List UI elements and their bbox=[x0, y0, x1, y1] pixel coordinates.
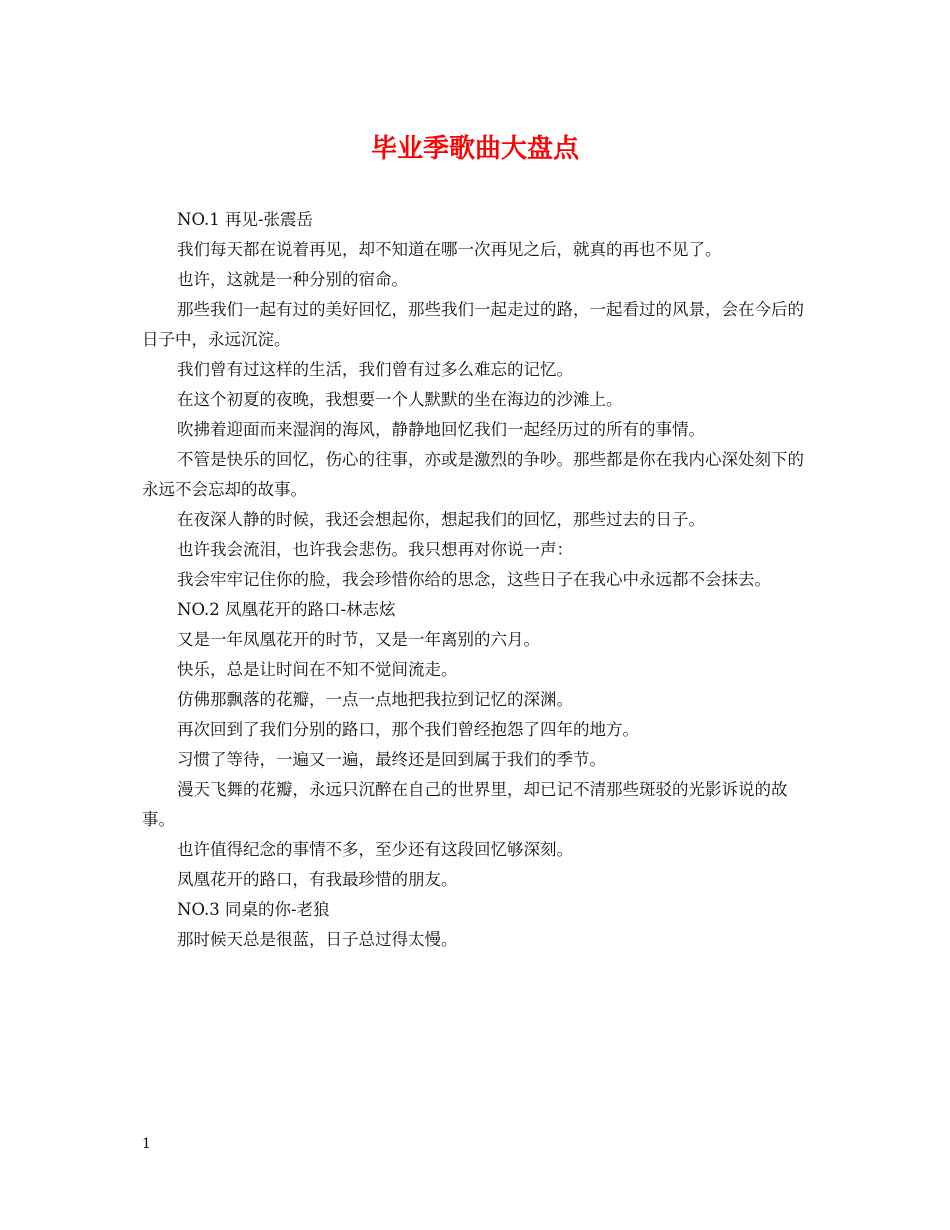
document-body bbox=[142, 205, 810, 955]
paragraph: 习惯了等待，一遍又一遍，最终还是回到属于我们的季节。 bbox=[177, 750, 606, 769]
paragraph: 不管是快乐的回忆，伤心的往事，亦或是激烈的争吵。那些都是你在我内心深处刻下的永远不会忘却的故事。 bbox=[142, 450, 804, 499]
paragraph: 我会牢牢记住你的脸，我会珍惜你给的思念，这些日子在我心中永远都不会抹去。 bbox=[177, 570, 771, 589]
paragraph: 那些我们一起有过的美好回忆，那些我们一起走过的路，一起看过的风景，会在今后的日子中，永远沉淀。 bbox=[142, 300, 804, 349]
paragraph: 那时候天总是很蓝，日子总过得太慢。 bbox=[177, 930, 458, 949]
paragraph: 又是一年凤凰花开的时节，又是一年离别的六月。 bbox=[177, 630, 540, 649]
paragraph: 我们曾有过这样的生活，我们曾有过多么难忘的记忆。 bbox=[177, 360, 573, 379]
paragraph: 漫天飞舞的花瓣，永远只沉醉在自己的世界里，却已记不清那些斑驳的光影诉说的故事。 bbox=[142, 780, 788, 829]
paragraph: 凤凰花开的路口，有我最珍惜的朋友。 bbox=[177, 870, 458, 889]
paragraph: 吹拂着迎面而来湿润的海风，静静地回忆我们一起经历过的所有的事情。 bbox=[177, 420, 705, 439]
paragraph: 在夜深人静的时候，我还会想起你，想起我们的回忆，那些过去的日子。 bbox=[177, 510, 705, 529]
paragraph: NO.1 再见-张震岳 bbox=[177, 210, 314, 229]
paragraph: 仿佛那飘落的花瓣，一点一点地把我拉到记忆的深渊。 bbox=[177, 690, 573, 709]
paragraph: 也许值得纪念的事情不多，至少还有这段回忆够深刻。 bbox=[177, 840, 573, 859]
paragraph: 在这个初夏的夜晚，我想要一个人默默的坐在海边的沙滩上。 bbox=[177, 390, 623, 409]
paragraph: 快乐，总是让时间在不知不觉间流走。 bbox=[177, 660, 458, 679]
paragraph: 再次回到了我们分别的路口，那个我们曾经抱怨了四年的地方。 bbox=[177, 720, 639, 739]
page-title: 毕业季歌曲大盘点 bbox=[370, 134, 579, 164]
paragraph: 我们每天都在说着再见，却不知道在哪一次再见之后，就真的再也不见了。 bbox=[177, 240, 722, 259]
paragraph: NO.3 同桌的你-老狼 bbox=[177, 900, 330, 919]
paragraph: NO.2 凤凰花开的路口-林志炫 bbox=[177, 600, 396, 619]
paragraph: 也许，这就是一种分别的宿命。 bbox=[177, 270, 408, 289]
page-number: 1 bbox=[142, 1136, 151, 1152]
paragraph: 也许我会流泪，也许我会悲伤。我只想再对你说一声： bbox=[177, 540, 573, 559]
